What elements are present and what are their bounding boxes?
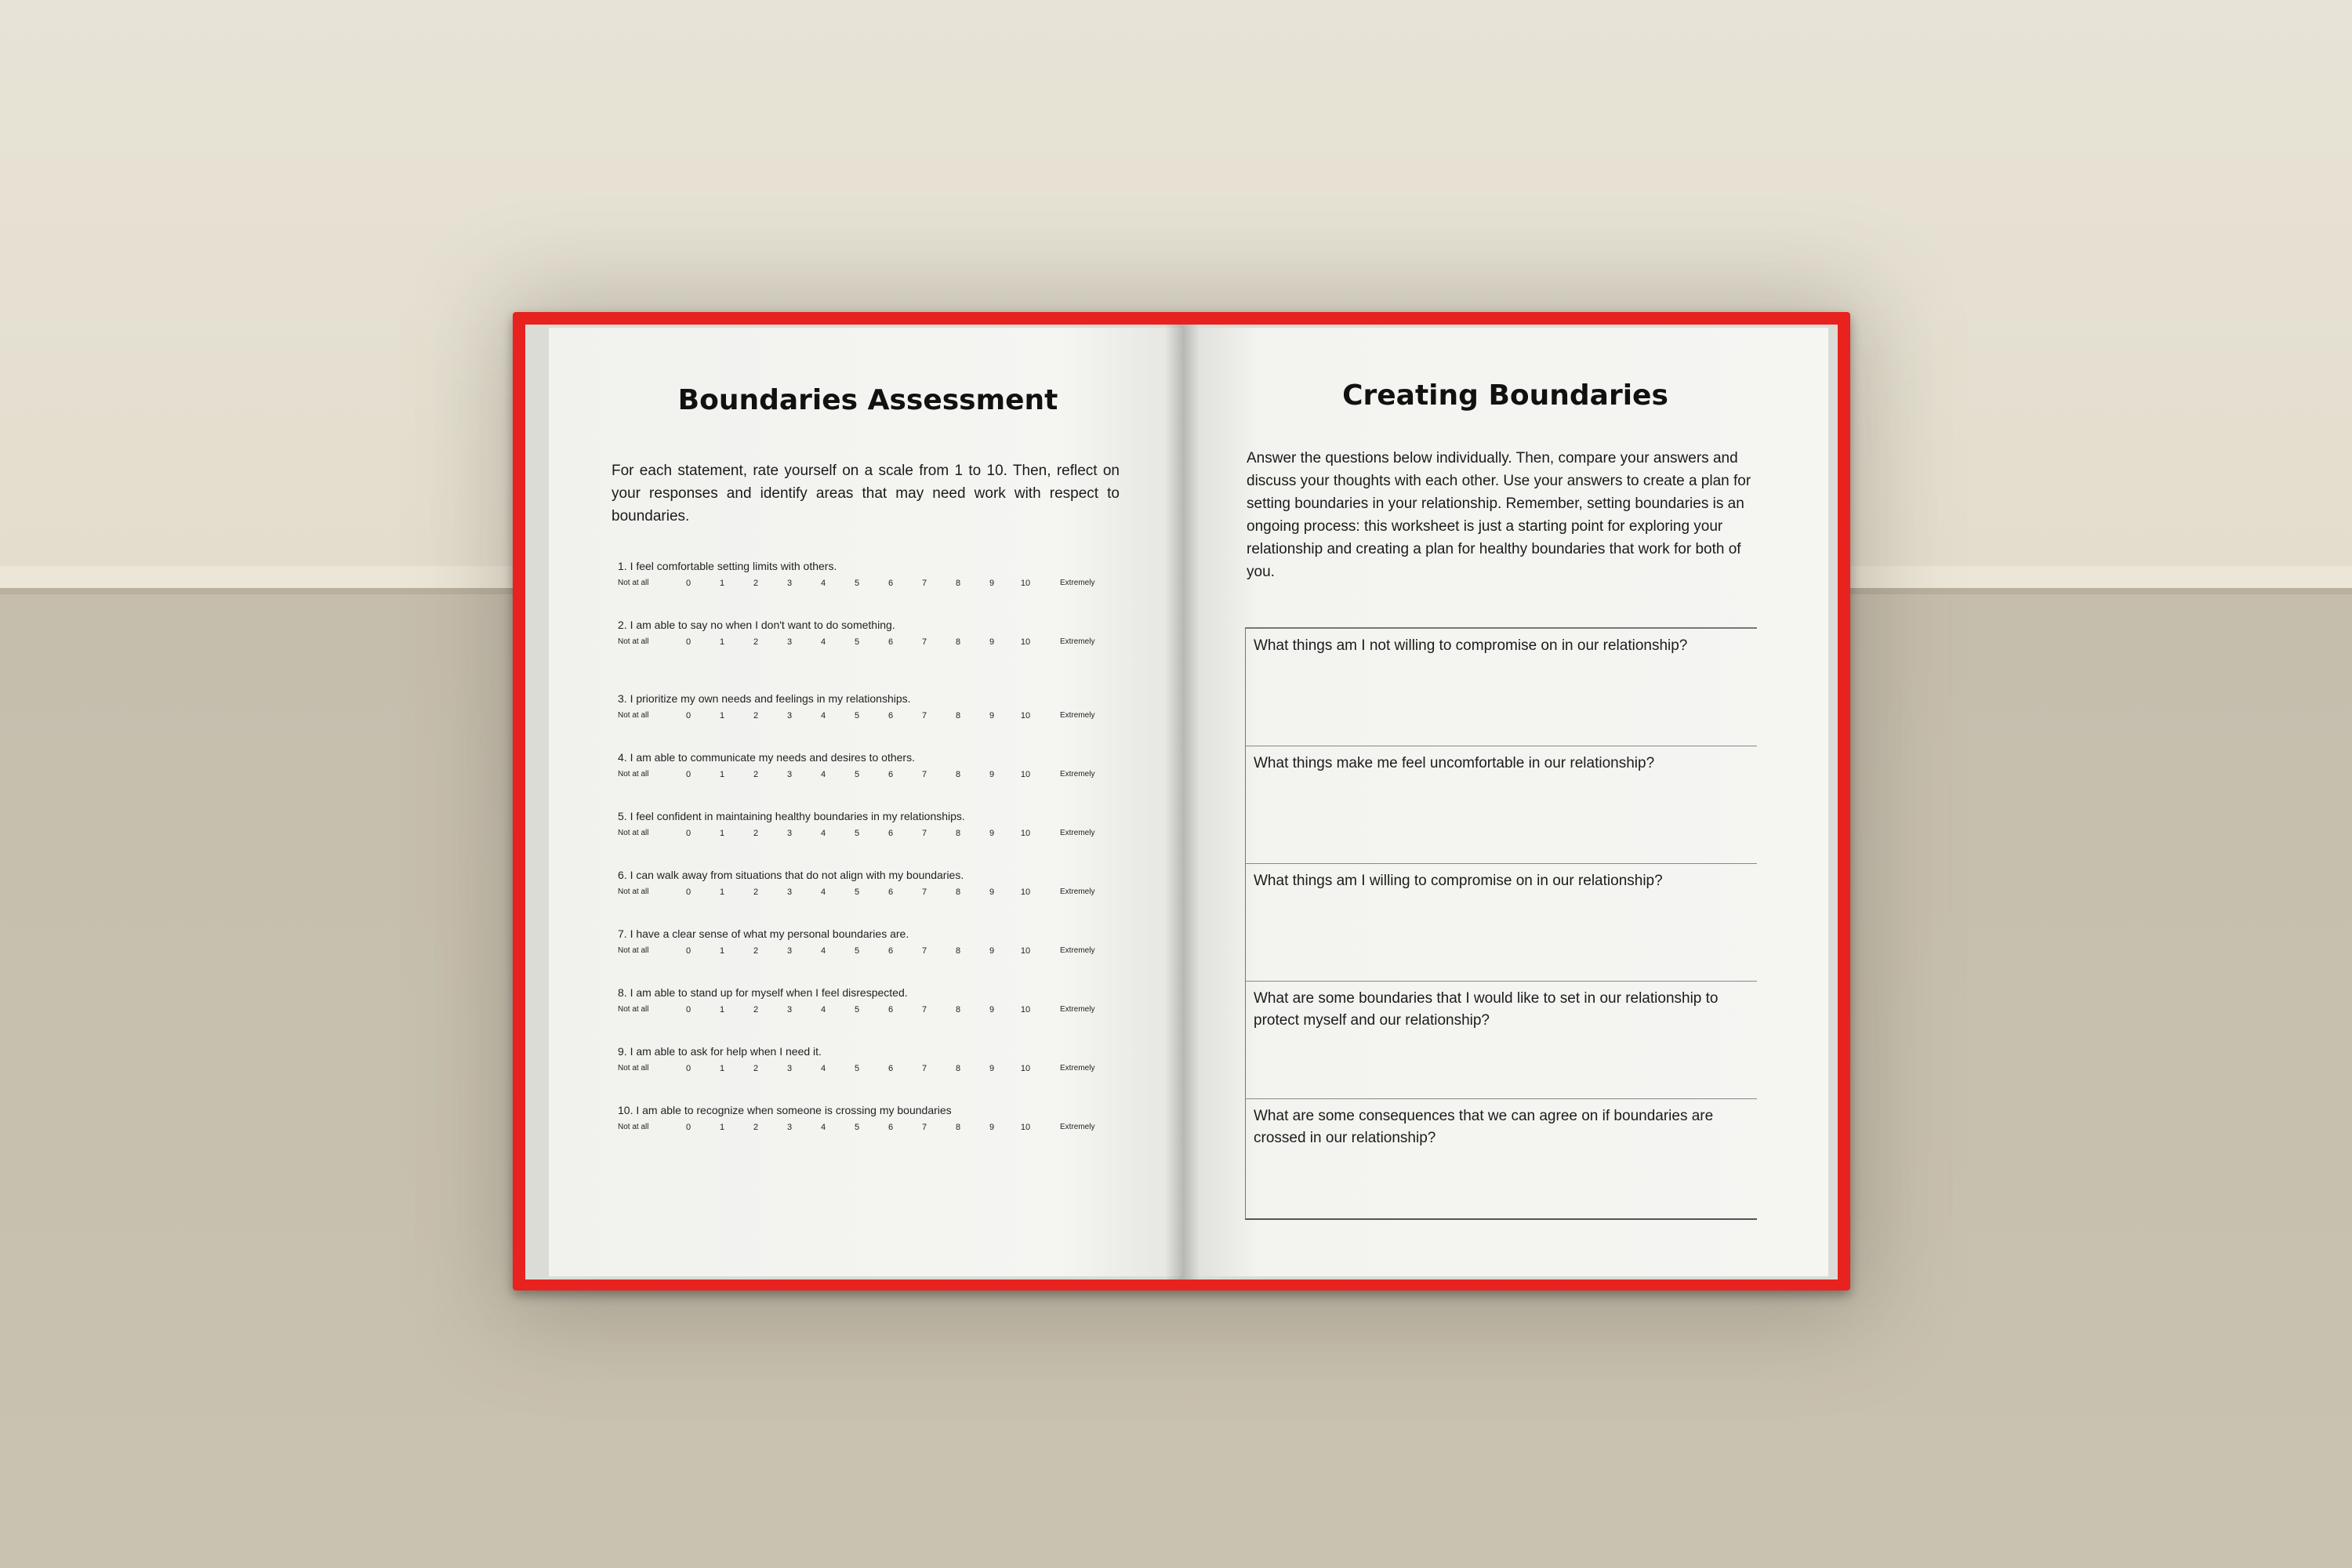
scale-number: 0 bbox=[685, 1064, 691, 1073]
scale-high-label: Extremely bbox=[1060, 1123, 1095, 1131]
scale-number: 2 bbox=[753, 887, 759, 897]
scale-number: 4 bbox=[820, 1123, 826, 1132]
scale-high-label: Extremely bbox=[1060, 1005, 1095, 1014]
assessment-item bbox=[618, 982, 1123, 1040]
scale-number: 2 bbox=[753, 829, 759, 838]
scale-number: 2 bbox=[753, 770, 759, 779]
scale-number: 8 bbox=[955, 637, 961, 647]
scale-number: 6 bbox=[887, 711, 894, 720]
scale-number: 10 bbox=[1020, 579, 1031, 588]
question-boxes bbox=[1245, 627, 1757, 1220]
scale-number: 0 bbox=[685, 579, 691, 588]
scale-number: 5 bbox=[854, 946, 860, 956]
scale-number: 7 bbox=[921, 887, 927, 897]
scale-number: 0 bbox=[685, 887, 691, 897]
scale-number: 8 bbox=[955, 1005, 961, 1014]
assessment-title: Boundaries Assessment bbox=[677, 384, 1058, 416]
scale-number: 6 bbox=[887, 637, 894, 647]
scale-number: 7 bbox=[921, 946, 927, 956]
rating-scale bbox=[618, 1005, 1123, 1022]
rating-scale bbox=[618, 637, 1123, 655]
scale-number: 7 bbox=[921, 1005, 927, 1014]
scale-number: 5 bbox=[854, 1064, 860, 1073]
assessment-statement: 3. I prioritize my own needs and feelings in my relationships. bbox=[618, 692, 911, 705]
scale-number: 3 bbox=[786, 1123, 793, 1132]
scale-low-label: Not at all bbox=[618, 770, 649, 779]
scale-high-label: Extremely bbox=[1060, 637, 1095, 646]
scale-high-label: Extremely bbox=[1060, 770, 1095, 779]
question-box: What things am I not willing to compromise on in our relationship? bbox=[1246, 629, 1757, 746]
scale-high-label: Extremely bbox=[1060, 1064, 1095, 1073]
scale-number: 10 bbox=[1020, 829, 1031, 838]
scale-number: 8 bbox=[955, 1123, 961, 1132]
scale-number: 5 bbox=[854, 711, 860, 720]
assessment-item bbox=[618, 805, 1123, 864]
scale-number: 7 bbox=[921, 829, 927, 838]
scale-number: 0 bbox=[685, 946, 691, 956]
assessment-statement: 5. I feel confident in maintaining healthy boundaries in my relationships. bbox=[618, 810, 965, 822]
scale-number: 4 bbox=[820, 637, 826, 647]
scale-number: 2 bbox=[753, 1064, 759, 1073]
scale-number: 7 bbox=[921, 637, 927, 647]
scale-number: 3 bbox=[786, 579, 793, 588]
scale-number: 0 bbox=[685, 1123, 691, 1132]
assessment-item bbox=[618, 555, 1123, 614]
left-page bbox=[549, 328, 1187, 1276]
rating-scale bbox=[618, 1123, 1123, 1140]
scale-number: 1 bbox=[719, 946, 725, 956]
scale-number: 2 bbox=[753, 579, 759, 588]
rating-scale bbox=[618, 887, 1123, 905]
scale-low-label: Not at all bbox=[618, 711, 649, 720]
assessment-statement: 2. I am able to say no when I don't want to do something. bbox=[618, 619, 895, 631]
scale-number: 9 bbox=[989, 887, 995, 897]
question-box: What are some consequences that we can agree on if boundaries are crossed in our relationship? bbox=[1254, 1108, 1714, 1146]
scale-number: 4 bbox=[820, 887, 826, 897]
scale-number: 1 bbox=[719, 770, 725, 779]
scale-number: 4 bbox=[820, 770, 826, 779]
question-box: What things am I willing to compromise on in our relationship? bbox=[1246, 864, 1757, 982]
scale-number: 2 bbox=[753, 1123, 759, 1132]
scale-number: 5 bbox=[854, 1123, 860, 1132]
assessment-statement: 9. I am able to ask for help when I need it. bbox=[618, 1045, 822, 1058]
scale-number: 1 bbox=[719, 829, 725, 838]
scale-number: 6 bbox=[887, 1005, 894, 1014]
scale-low-label: Not at all bbox=[618, 946, 649, 955]
scale-low-label: Not at all bbox=[618, 637, 649, 646]
scale-number: 8 bbox=[955, 579, 961, 588]
scale-number: 6 bbox=[887, 829, 894, 838]
question-box: What things make me feel uncomfortable in our relationship? bbox=[1246, 746, 1757, 864]
assessment-statement: 8. I am able to stand up for myself when I feel disrespected. bbox=[618, 986, 908, 999]
scale-number: 2 bbox=[753, 946, 759, 956]
scale-high-label: Extremely bbox=[1060, 579, 1095, 587]
scale-high-label: Extremely bbox=[1060, 887, 1095, 896]
scale-number: 10 bbox=[1020, 1005, 1031, 1014]
scale-number: 1 bbox=[719, 1123, 725, 1132]
scale-number: 0 bbox=[685, 770, 691, 779]
scale-number: 10 bbox=[1020, 1064, 1031, 1073]
assessment-statement: 1. I feel comfortable setting limits with others. bbox=[618, 560, 837, 572]
scale-number: 10 bbox=[1020, 946, 1031, 956]
scale-number: 8 bbox=[955, 887, 961, 897]
scale-number: 6 bbox=[887, 579, 894, 588]
scale-number: 3 bbox=[786, 946, 793, 956]
rating-scale bbox=[618, 1064, 1123, 1081]
scale-number: 1 bbox=[719, 887, 725, 897]
scale-number: 4 bbox=[820, 579, 826, 588]
scale-number: 8 bbox=[955, 829, 961, 838]
scale-number: 9 bbox=[989, 829, 995, 838]
assessment-item bbox=[618, 746, 1123, 805]
scale-number: 3 bbox=[786, 887, 793, 897]
scale-number: 7 bbox=[921, 1123, 927, 1132]
scale-number: 7 bbox=[921, 579, 927, 588]
scale-number: 4 bbox=[820, 829, 826, 838]
scale-low-label: Not at all bbox=[618, 1005, 649, 1014]
scale-number: 4 bbox=[820, 711, 826, 720]
scale-number: 9 bbox=[989, 770, 995, 779]
assessment-statement: 4. I am able to communicate my needs and desires to others. bbox=[618, 751, 915, 764]
scale-high-label: Extremely bbox=[1060, 829, 1095, 837]
rating-scale bbox=[618, 829, 1123, 846]
scale-number: 1 bbox=[719, 637, 725, 647]
assessment-statement: 7. I have a clear sense of what my personal boundaries are. bbox=[618, 927, 909, 940]
scale-number: 9 bbox=[989, 579, 995, 588]
scale-number: 3 bbox=[786, 637, 793, 647]
scale-number: 9 bbox=[989, 946, 995, 956]
scale-number: 9 bbox=[989, 637, 995, 647]
scale-number: 5 bbox=[854, 579, 860, 588]
scale-number: 10 bbox=[1020, 637, 1031, 647]
scale-number: 10 bbox=[1020, 1123, 1031, 1132]
scale-number: 6 bbox=[887, 887, 894, 897]
scale-number: 2 bbox=[753, 1005, 759, 1014]
scale-number: 4 bbox=[820, 1005, 826, 1014]
scale-number: 9 bbox=[989, 711, 995, 720]
scale-number: 8 bbox=[955, 770, 961, 779]
scale-number: 5 bbox=[854, 1005, 860, 1014]
scale-number: 6 bbox=[887, 946, 894, 956]
scale-number: 3 bbox=[786, 1005, 793, 1014]
scale-low-label: Not at all bbox=[618, 1064, 649, 1073]
book-spine-shadow bbox=[1165, 325, 1200, 1279]
scale-number: 9 bbox=[989, 1123, 995, 1132]
assessment-statement: 10. I am able to recognize when someone is crossing my boundaries bbox=[618, 1104, 952, 1116]
scale-number: 10 bbox=[1020, 770, 1031, 779]
scale-number: 3 bbox=[786, 1064, 793, 1073]
right-page bbox=[1182, 328, 1828, 1276]
scale-number: 7 bbox=[921, 770, 927, 779]
assessment-intro: For each statement, rate yourself on a scale from 1 to 10. Then, reflect on your responses and identify areas that may need work with respect to boundaries. bbox=[612, 463, 1120, 524]
assessment-item bbox=[618, 923, 1123, 982]
scale-number: 9 bbox=[989, 1005, 995, 1014]
scale-number: 8 bbox=[955, 946, 961, 956]
scale-number: 0 bbox=[685, 1005, 691, 1014]
scale-number: 7 bbox=[921, 711, 927, 720]
scale-number: 0 bbox=[685, 637, 691, 647]
scale-low-label: Not at all bbox=[618, 887, 649, 896]
scale-number: 6 bbox=[887, 1123, 894, 1132]
rating-scale bbox=[618, 770, 1123, 787]
scale-number: 0 bbox=[685, 711, 691, 720]
scale-number: 4 bbox=[820, 946, 826, 956]
scale-number: 10 bbox=[1020, 711, 1031, 720]
scale-number: 4 bbox=[820, 1064, 826, 1073]
scale-number: 10 bbox=[1020, 887, 1031, 897]
assessment-item bbox=[618, 688, 1123, 746]
scale-low-label: Not at all bbox=[618, 579, 649, 587]
question-box: What are some boundaries that I would like to set in our relationship to protect myself and our relationship? bbox=[1246, 982, 1757, 1099]
scale-number: 3 bbox=[786, 770, 793, 779]
scale-number: 1 bbox=[719, 711, 725, 720]
creating-boundaries-title: Creating Boundaries bbox=[1342, 379, 1668, 412]
scale-number: 8 bbox=[955, 711, 961, 720]
scale-number: 1 bbox=[719, 1005, 725, 1014]
rating-scale bbox=[618, 711, 1123, 728]
rating-scale bbox=[618, 579, 1123, 596]
scale-number: 6 bbox=[887, 1064, 894, 1073]
assessment-statement: 6. I can walk away from situations that do not align with my boundaries. bbox=[618, 869, 964, 881]
scale-low-label: Not at all bbox=[618, 1123, 649, 1131]
scale-high-label: Extremely bbox=[1060, 711, 1095, 720]
scale-number: 6 bbox=[887, 770, 894, 779]
assessment-items bbox=[618, 555, 1123, 1158]
scale-number: 5 bbox=[854, 770, 860, 779]
creating-boundaries-intro: Answer the questions below individually. Then, compare your answers and discuss your thoughts with each other. Use your answers to create a plan for setting boundaries in your relationship. Remember, setting boundaries is an ongoing process: this worksheet is just a starting point for exploring your relationship and creating a plan for healthy boundaries that work for both of you. bbox=[1247, 450, 1751, 580]
scale-number: 3 bbox=[786, 711, 793, 720]
scale-high-label: Extremely bbox=[1060, 946, 1095, 955]
scale-number: 2 bbox=[753, 711, 759, 720]
rating-scale bbox=[618, 946, 1123, 964]
scale-number: 5 bbox=[854, 637, 860, 647]
scale-number: 5 bbox=[854, 829, 860, 838]
scale-number: 8 bbox=[955, 1064, 961, 1073]
assessment-item bbox=[618, 1040, 1123, 1099]
scale-number: 3 bbox=[786, 829, 793, 838]
assessment-item bbox=[618, 1099, 1123, 1158]
assessment-item bbox=[618, 864, 1123, 923]
scale-number: 5 bbox=[854, 887, 860, 897]
scale-number: 2 bbox=[753, 637, 759, 647]
assessment-item bbox=[618, 614, 1123, 688]
scale-number: 1 bbox=[719, 1064, 725, 1073]
scale-number: 0 bbox=[685, 829, 691, 838]
scale-number: 9 bbox=[989, 1064, 995, 1073]
scale-number: 7 bbox=[921, 1064, 927, 1073]
scale-number: 1 bbox=[719, 579, 725, 588]
scale-low-label: Not at all bbox=[618, 829, 649, 837]
